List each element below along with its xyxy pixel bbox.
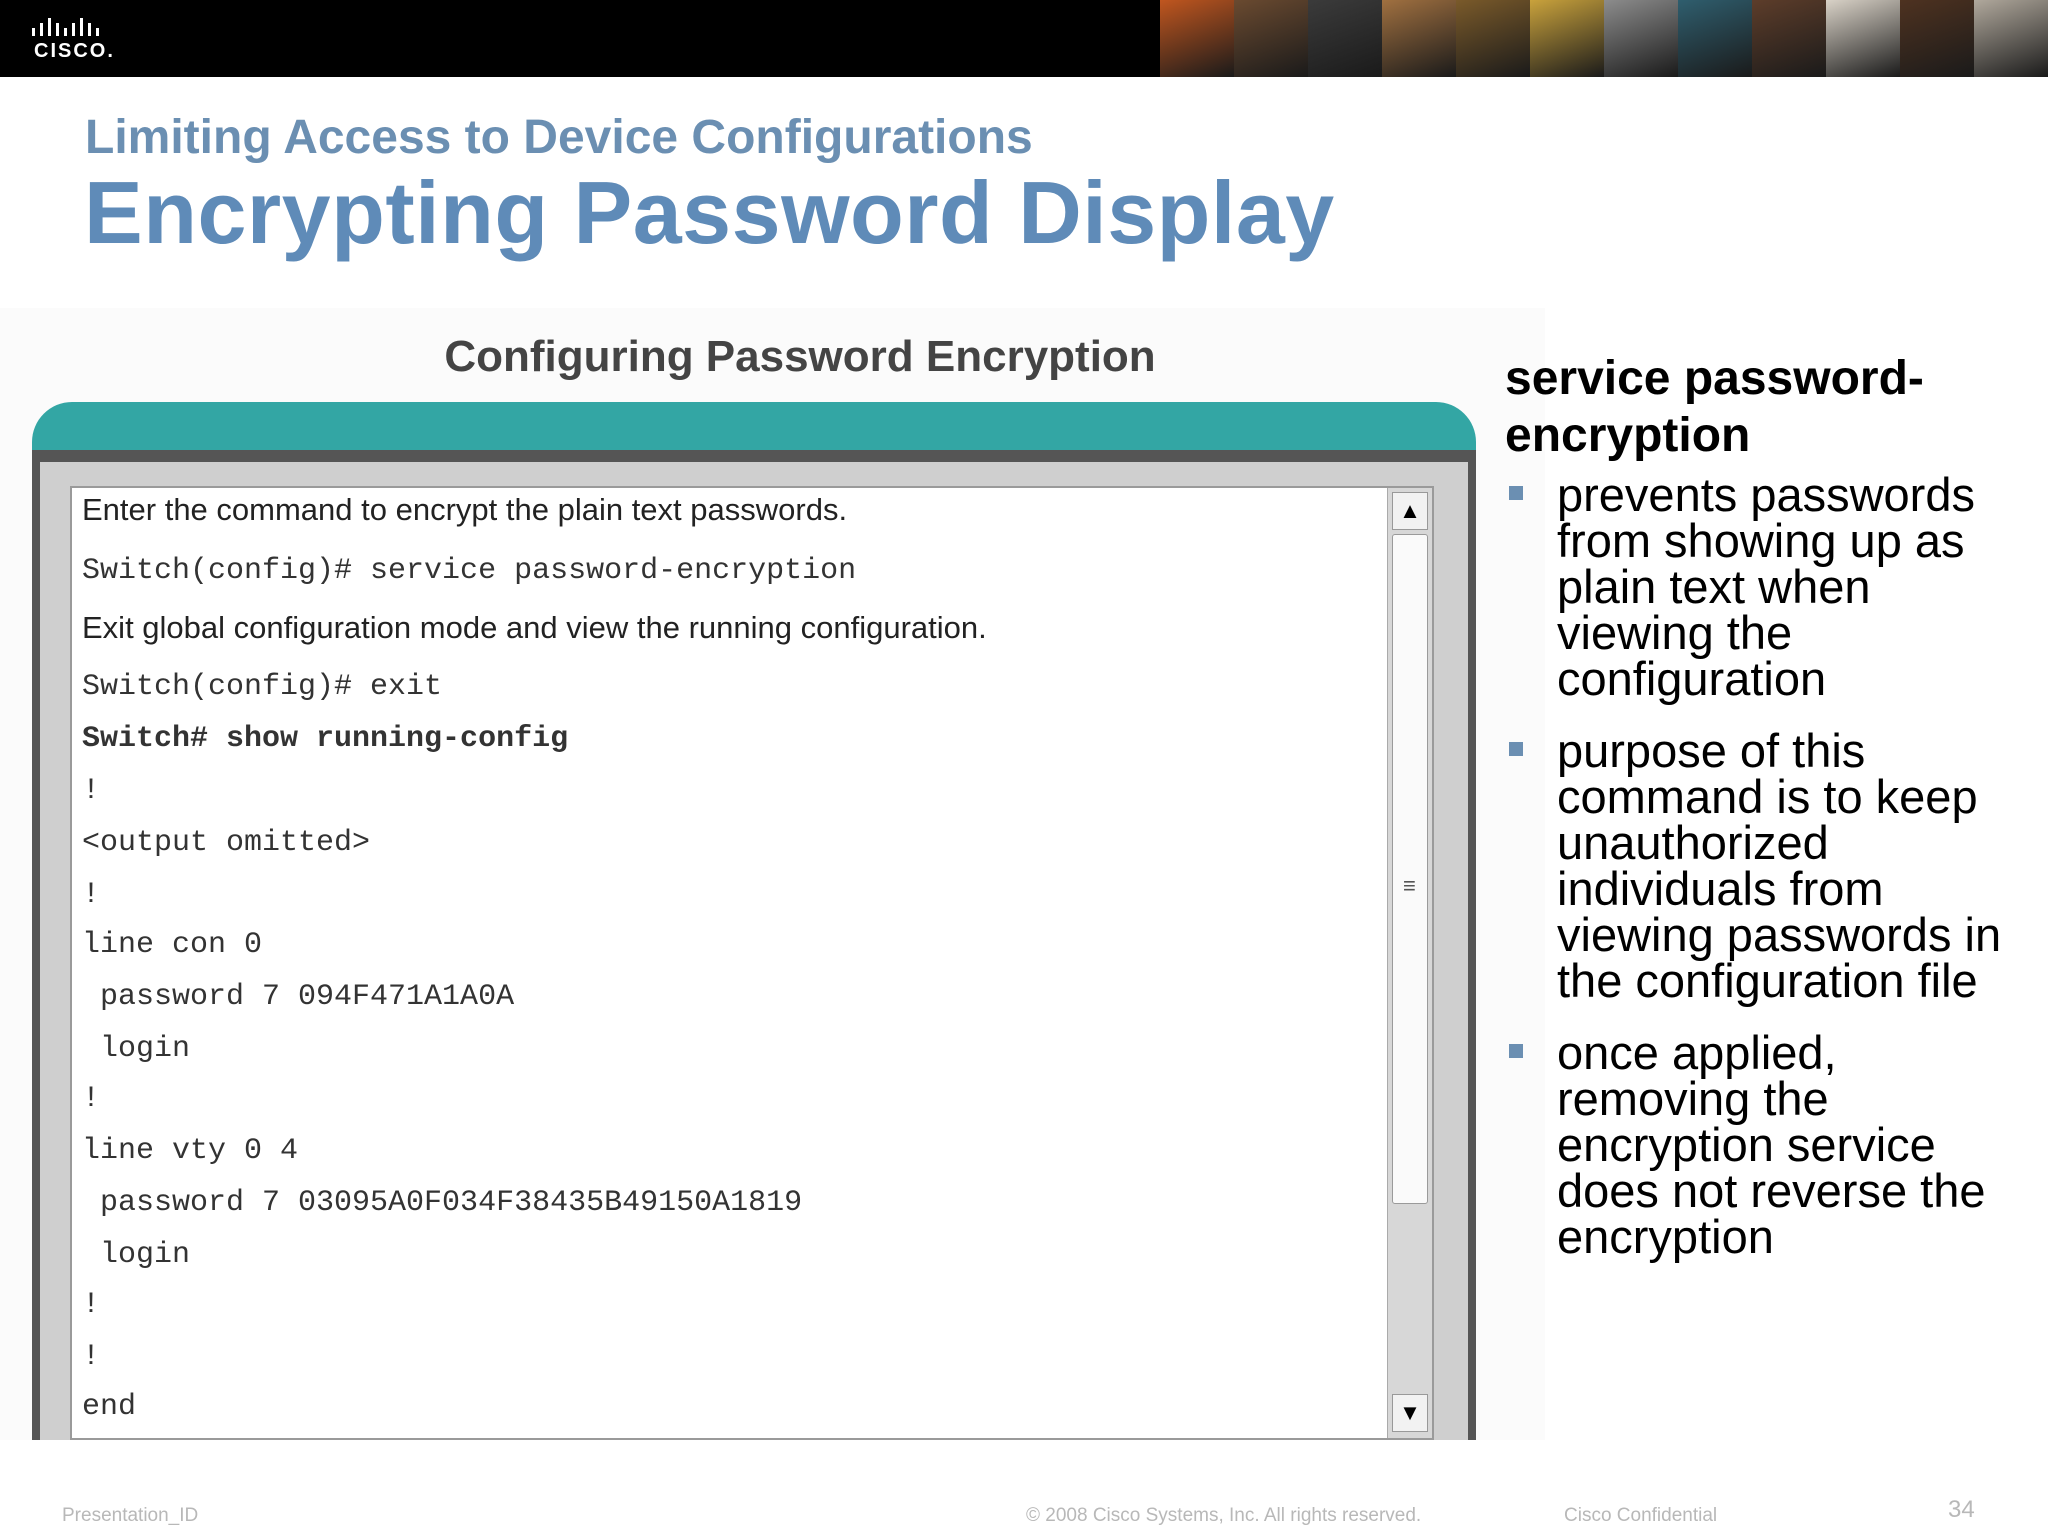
terminal-window[interactable] xyxy=(70,486,1434,1440)
terminal-output-line: ! xyxy=(82,1340,101,1374)
command-heading-line2: encryption xyxy=(1505,409,1751,462)
page-number: 34 xyxy=(1948,1496,1975,1523)
terminal-command: Switch(config)# service password-encryption xyxy=(82,554,857,588)
terminal-frame-top xyxy=(32,450,1476,462)
cisco-logo xyxy=(30,14,120,64)
terminal-command: Switch# show running-config xyxy=(82,722,569,756)
bullet-square-icon xyxy=(1509,486,1523,500)
terminal-output-line: login xyxy=(82,1032,191,1066)
scroll-down-icon[interactable]: ▼ xyxy=(1392,1394,1428,1432)
terminal-output-line: <output omitted> xyxy=(82,826,371,860)
bullet-item xyxy=(1505,724,2025,1007)
terminal-output-line: line vty 0 4 xyxy=(82,1134,299,1168)
terminal-instruction: Enter the command to encrypt the plain text passwords. xyxy=(82,492,848,527)
terminal-command: Switch(config)# exit xyxy=(82,670,443,704)
notes-column xyxy=(1505,350,2025,1286)
banner-photo xyxy=(1826,0,1900,77)
scrollbar-thumb[interactable] xyxy=(1392,534,1428,1204)
command-heading-line1: service password- xyxy=(1505,352,1924,405)
terminal-output-line: ! xyxy=(82,1288,101,1322)
bullet-item xyxy=(1505,468,2025,705)
bullet-text: prevents passwords from showing up as plain text when viewing the configuration xyxy=(1557,468,1975,705)
terminal-output-line: ! xyxy=(82,878,101,912)
terminal-output-line: ! xyxy=(82,1082,101,1116)
scroll-up-icon[interactable]: ▲ xyxy=(1392,492,1428,530)
slide-title: Encrypting Password Display xyxy=(84,163,1335,262)
banner-photo xyxy=(1604,0,1678,77)
terminal-scrollbar[interactable] xyxy=(1387,488,1432,1438)
logo-wordmark: CISCO. xyxy=(34,40,115,62)
cisco-bars-icon xyxy=(30,14,120,40)
terminal-instruction: Exit global configuration mode and view the running configuration. xyxy=(82,610,987,645)
banner-photo xyxy=(1160,0,1234,77)
terminal-output-line: ! xyxy=(82,774,101,808)
footer-confidential: Cisco Confidential xyxy=(1564,1505,1718,1526)
bullet-item xyxy=(1505,1026,2025,1263)
slide-subtitle: Limiting Access to Device Configurations xyxy=(85,111,1033,164)
grip-icon: ≡ xyxy=(1403,873,1416,898)
bullet-square-icon xyxy=(1509,742,1523,756)
bullet-square-icon xyxy=(1509,1044,1523,1058)
bullet-list xyxy=(1505,468,2025,1263)
terminal-output-line: password 7 03095A0F034F38435B49150A1819 xyxy=(82,1186,803,1220)
terminal-output-line: end xyxy=(82,1390,137,1424)
footer-copyright: © 2008 Cisco Systems, Inc. All rights reserved. xyxy=(1026,1505,1422,1526)
banner-photo xyxy=(1974,0,2048,77)
banner-photo xyxy=(1456,0,1530,77)
banner-photo xyxy=(1234,0,1308,77)
terminal-output-line: password 7 094F471A1A0A xyxy=(82,980,515,1014)
banner-photo xyxy=(1530,0,1604,77)
bullet-text: purpose of this command is to keep unauthorized individuals from viewing passwords in the configuration file xyxy=(1557,724,2002,1007)
banner-photo xyxy=(1308,0,1382,77)
banner-photo xyxy=(1678,0,1752,77)
footer-presentation-id: Presentation_ID xyxy=(62,1505,199,1526)
terminal-output-line: login xyxy=(82,1238,191,1272)
command-heading xyxy=(1505,350,2025,464)
figure-title: Configuring Password Encryption xyxy=(444,332,1156,381)
header-banner xyxy=(0,0,2048,77)
banner-photo xyxy=(1900,0,1974,77)
terminal-output-line: line con 0 xyxy=(82,928,263,962)
banner-photo xyxy=(1382,0,1456,77)
banner-photo xyxy=(1752,0,1826,77)
bullet-text: once applied, removing the encryption service does not reverse the encryption xyxy=(1557,1026,1986,1263)
banner-photo-strip xyxy=(1160,0,2048,77)
